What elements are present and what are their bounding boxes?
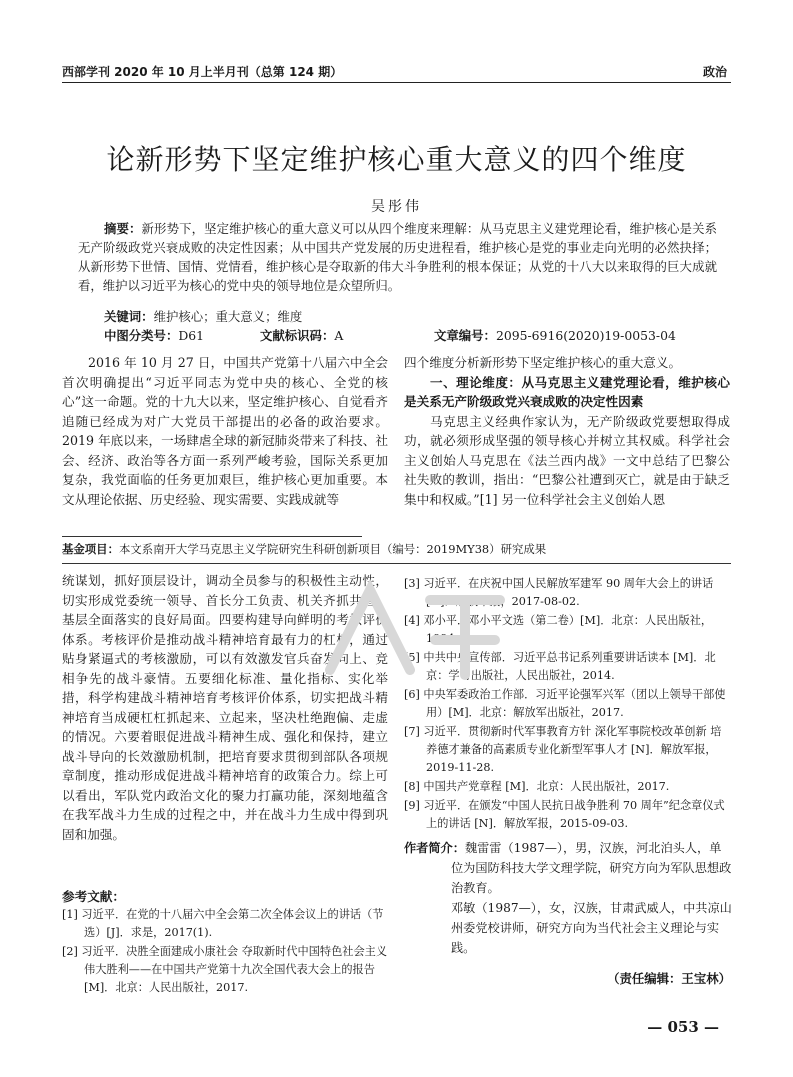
responsible-editor: （责任编辑：王宝林） [607,971,731,986]
keywords-text: 维护核心；重大意义；维度 [153,309,303,324]
author-bio-text-2: 邓敏（1987—），女，汉族，甘肃武威人，中共凉山州委党校讲师，研究方向为当代社会主义理论与实践。 [451,901,732,955]
body-paragraph-1-continued: 四个维度分析新形势下坚定维护核心的重大意义。 [404,355,682,370]
references-title: 参考文献： [62,889,125,904]
journal-header: 西部学刊 2020 年 10 月上半月刊（总第 124 期） [62,65,343,79]
reference-item: [1] 习近平．在党的十八届六中全会第二次全体会议上的讲话（节选）[J]．求是，2017(1). [62,908,384,939]
abstract-text: 新形势下，坚定维护核心的重大意义可以从四个维度来理解：从马克思主义建党理论看，维护核心是关系无产阶级政党兴衰成败的决定性因素；从中国共产党发展的历史进程看，维护核心是党的事业走向光明的必然抉择；从新形势下世情、国情、党情看，维护核心是夺取新的伟大斗争胜利的根本保证；从党的十八大以来取得的巨大成就看，维护以习近平为核心的党中央的领导地位是众望所归。 [78,221,718,293]
funding-text: 本文系南开大学马克思主义学院研究生科研创新项目（编号：2019MY38）研究成果 [118,542,547,556]
section-heading-1: 一、理论维度：从马克思主义建党理论看，维护核心是关系无产阶级政党兴衰成败的决定性因素 [404,374,730,409]
article-title: 论新形势下坚定维护核心重大意义的四个维度 [106,143,687,176]
author-bio-text-1: 魏雷雷（1987—），男，汉族，河北泊头人，单位为国防科技大学文理学院，研究方向为军队思想政治教育。 [451,841,732,895]
funding-note [62,541,731,557]
article-author: 吴彤伟 [371,199,422,215]
funding-rule [62,536,362,537]
clc-label: 中图分类号： [104,328,179,343]
page-number: — 053 — [647,1018,719,1036]
reference-item: [3] 习近平．在庆祝中国人民解放军建军 90 周年大会上的讲话 [N]．解放军报，2017-08-02. [404,577,714,608]
art-value: 2095-6916(2020)19-0053-04 [495,328,676,343]
reference-item: [4] 邓小平．邓小平文选（第二卷）[M]．北京：人民出版社，1994. [404,614,713,645]
body-paragraph-1: 2016 年 10 月 27 日，中国共产党第十八届六中全会首次明确提出“习近平同志为党中央的核心、全党的核心”这一命题。党的十九大以来，坚定维护核心、自觉看齐追随已经成为对广大党员干部提出的必备的政治要求。2019 年底以来，一场肆虐全球的新冠肺炎带来了科技、社会、经济、政治等各方面一系列严峻考验，国际关系更加复杂，我党面临的任务更加艰巨，维护核心更加重要。本文从理论依据、历史经验、现实需要、实践成就等 [62,355,388,507]
doc-value: A [334,328,344,343]
watermark-stamp [300,560,540,700]
reference-item: [5] 中共中央宣传部．习近平总书记系列重要讲话读本 [M]．北京：学习出版社，人民出版社，2014. [404,651,716,682]
section-label: 政治 [702,65,727,79]
clc-value: D61 [178,328,205,343]
reference-item: [8] 中国共产党章程 [M]．北京：人民出版社，2017. [404,780,670,793]
reference-item: [6] 中央军委政治工作部．习近平论强军兴军（团以上领导干部使用）[M]．北京：解放军出版社，2017. [404,688,726,719]
keywords [104,307,302,325]
abstract-label: 摘要： [104,221,142,236]
reference-item: [9] 习近平．在颁发“中国人民抗日战争胜利 70 周年”纪念章仪式上的讲话 [N]．解放军报，2015-09-03. [404,799,725,830]
author-bio [404,838,732,958]
body-paragraph-3: 统谋划，抓好顶层设计，调动全员参与的积极性主动性，切实形成党委统一领导、首长分工负责、机关齐抓共管、基层全面落实的良好局面。四要构建导向鲜明的考核评价体系。考核评价是推动战斗精神培育最有力的杠杆，通过贴身紧逼式的考核激励，可以有效激发官兵奋发向上、竞相争先的战斗豪情。五要细化标准、量化指标、实化举措，科学构建战斗精神培育考核评价体系，切实把战斗精神培育当成硬杠杠抓起来、立起来，坚决杜绝跑偏、走虚的情况。六要着眼促进战斗精神生成、强化和保持，建立战斗导向的长效激励机制，把培育要求贯彻到部队各项规章制度，推动形成促进战斗精神培育的政策合力。综上可以看出，军队党内政治文化的聚力打赢功能，深刻地蕴含在我军战斗力生成的过程之中，并在战斗力生成中得到巩固和加强。 [62,573,388,842]
abstract [78,219,717,295]
header-rule [62,82,731,83]
doc-label: 文献标识码： [260,328,335,343]
reference-item: [2] 习近平．决胜全面建成小康社会 夺取新时代中国特色社会主义伟大胜利——在中国共产党第十九次全国代表大会上的报告 [M]．北京：人民出版社，2017. [62,945,388,994]
body-column-top-left [62,353,388,509]
reference-item: [7] 习近平．贯彻新时代军事教育方针 深化军事院校改革创新 培养德才兼备的高素质专业化新型军事人才 [N]．解放军报，2019-11-28. [404,725,722,774]
art-label: 文章编号： [434,328,496,343]
funding-label: 基金项目： [62,542,119,556]
references-left [62,906,388,998]
body-column-top-right [404,353,730,509]
keywords-label: 关键词： [104,309,154,324]
author-bio-label: 作者简介： [404,841,465,855]
body-paragraph-2: 马克思主义经典作家认为，无产阶级政党要想取得成功，就必须形成坚强的领导核心并树立其权威。科学社会主义创始人马克思在《法兰西内战》一文中总结了巴黎公社失败的教训，指出：“巴黎公社遭到灭亡，就是由于缺乏集中和权威。”[1] 另一位科学社会主义创始人恩 [404,413,730,507]
